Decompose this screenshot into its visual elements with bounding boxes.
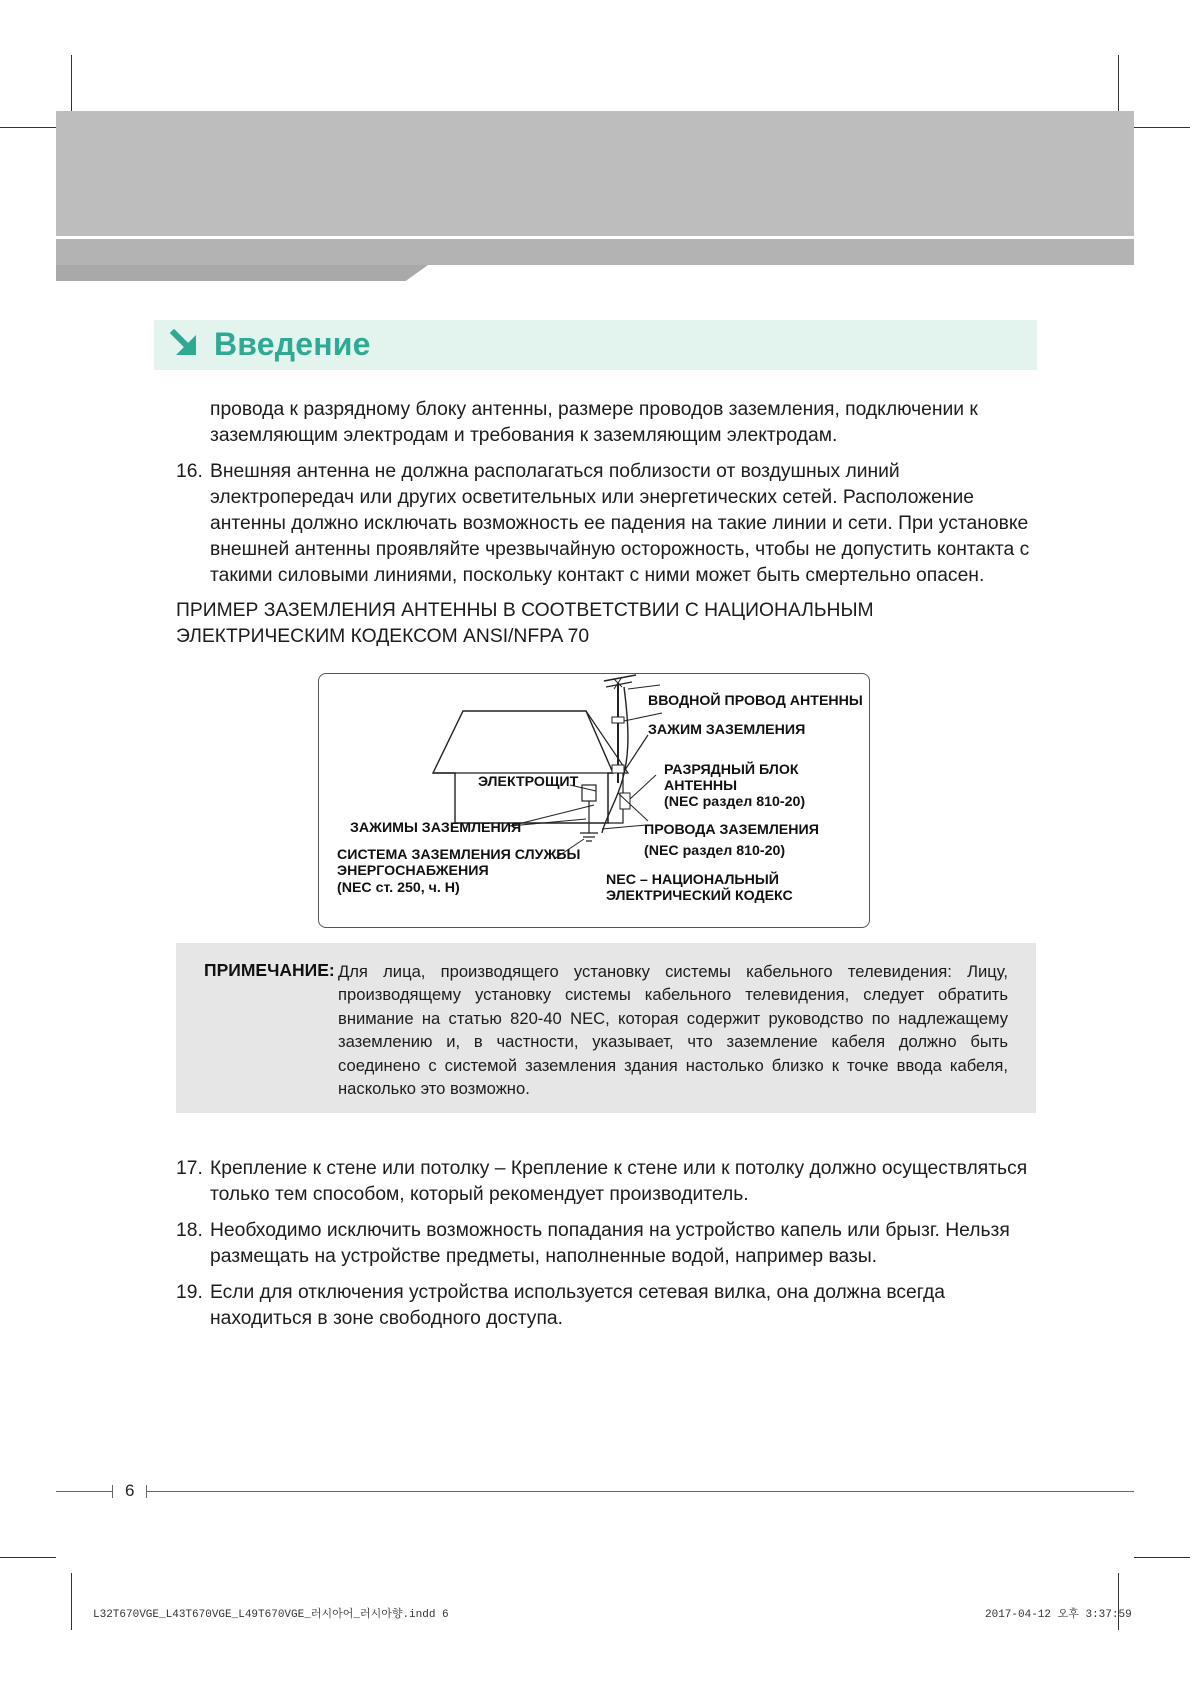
footer-rule	[56, 1491, 112, 1492]
intro-line: провода к разрядному блоку антенны, размере проводов заземления, подключении к	[210, 399, 978, 420]
example-heading: ПРИМЕР ЗАЗЕМЛЕНИЯ АНТЕННЫ В СООТВЕТСТВИИ С НАЦИОНАЛЬНЫМ	[176, 600, 874, 621]
diagram-label-discharge-unit: (NEC раздел 810-20)	[664, 794, 806, 810]
item-number: 16.	[176, 461, 203, 482]
item-line: только тем способом, который рекомендует производитель.	[210, 1184, 749, 1205]
footer-rule	[146, 1491, 1134, 1492]
item-number: 18.	[176, 1220, 203, 1241]
item-line: антенны должно исключать возможность ее падения на такие линии и сети. При установке	[210, 513, 1029, 534]
item-line: размещать на устройстве предметы, наполненные водой, например вазы.	[210, 1246, 878, 1267]
diagram-label-ground-clamps: ЗАЖИМЫ ЗАЗЕМЛЕНИЯ	[350, 820, 522, 836]
item-line: Внешняя антенна не должна располагаться поблизости от воздушных линий	[210, 461, 900, 482]
crop-mark	[1118, 1573, 1119, 1630]
crop-mark	[0, 1557, 56, 1558]
diagram-label-nec: ЭЛЕКТРИЧЕСКИЙ КОДЕКС	[606, 888, 793, 904]
diagram-label-ground-clamp: ЗАЖИМ ЗАЗЕМЛЕНИЯ	[648, 722, 806, 738]
header-tab	[56, 265, 428, 281]
item-line: Необходимо исключить возможность попадания на устройство капель или брызг. Нельзя	[210, 1220, 1010, 1241]
header-band	[56, 111, 1134, 236]
diagram-label-service-ground: СИСТЕМА ЗАЗЕМЛЕНИЯ СЛУЖБЫ	[337, 847, 581, 863]
footer-tick	[112, 1485, 113, 1498]
diagram-label-service-ground: ЭНЕРГОСНАБЖЕНИЯ	[337, 863, 489, 879]
diagram-label-service-ground: (NEC ст. 250, ч. H)	[337, 880, 460, 896]
item-line: находиться в зоне свободного доступа.	[210, 1308, 563, 1329]
diagram-label-nec: NEC – НАЦИОНАЛЬНЫЙ	[606, 872, 779, 888]
intro-line: заземляющим электродам и требования к заземляющим электродам.	[210, 425, 838, 446]
note-heading: ПРИМЕЧАНИЕ:	[204, 960, 335, 980]
diagram-label-ground-wires: ПРОВОДА ЗАЗЕМЛЕНИЯ	[644, 822, 819, 838]
note-text: Для лица, производящего установку системы кабельного телевидения: Лицу, производящему установку системы кабельного телевидения, следует обратить внимание на статью 820-40 NEC, которая содержит руководство по надлежащему заземлению и, в частности, указывает, что заземление кабеля должно быть соединено с системой заземления здания настолько близко к точке ввода кабеля, насколько это возможно.	[338, 962, 1008, 1099]
crop-mark	[71, 55, 72, 112]
crop-mark	[1134, 1557, 1190, 1558]
diagram-label-lead-in: ВВОДНОЙ ПРОВОД АНТЕННЫ	[648, 693, 863, 709]
item-line: Крепление к стене или потолку – Крепление к стене или к потолку должно осуществляться	[210, 1158, 1028, 1179]
arrow-down-right-icon	[170, 329, 200, 359]
example-heading: ЭЛЕКТРИЧЕСКИМ КОДЕКСОМ ANSI/NFPA 70	[176, 626, 590, 647]
item-number: 17.	[176, 1158, 203, 1179]
crop-mark	[1134, 127, 1190, 128]
item-line: электропередач или других осветительных или энергетических сетей. Расположение	[210, 487, 974, 508]
diagram-label-panel: ЭЛЕКТРОЩИТ	[478, 774, 579, 790]
diagram-label-ground-wires: (NEC раздел 810-20)	[644, 843, 786, 859]
item-number: 19.	[176, 1282, 203, 1303]
diagram-label-discharge-unit: РАЗРЯДНЫЙ БЛОК	[664, 762, 799, 778]
slug-file-name: L32T670VGE_L43T670VGE_L49T670VGE_러시아어_러시아향.indd 6	[93, 1609, 449, 1621]
section-title: Введение	[214, 326, 371, 362]
slug-timestamp: 2017-04-12 오후 3:37:59	[985, 1609, 1132, 1621]
item-line: Если для отключения устройства используется сетевая вилка, она должна всегда	[210, 1282, 945, 1303]
crop-mark	[1118, 55, 1119, 112]
item-line: такими силовыми линиями, поскольку контакт с ними может быть смертельно опасен.	[210, 565, 985, 586]
header-subband	[56, 239, 1134, 265]
diagram-label-discharge-unit: АНТЕННЫ	[664, 778, 738, 794]
crop-mark	[0, 127, 56, 128]
page-number: 6	[125, 1481, 135, 1500]
item-line: внешней антенны проявляйте чрезвычайную осторожность, чтобы не допустить контакта с	[210, 539, 1030, 560]
crop-mark	[71, 1573, 72, 1630]
